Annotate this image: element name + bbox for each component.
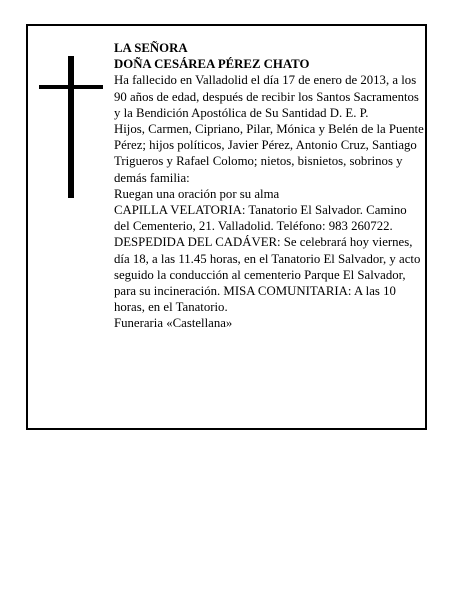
notice-title: LA SEÑORA <box>114 41 188 55</box>
funeral-home: Funeraria «Castellana» <box>114 316 233 331</box>
prayer-request: Ruegan una oración por su alma <box>114 186 280 201</box>
funeral-service-info: DESPEDIDA DEL CADÁVER: Se celebrará hoy viernes, día 18, a las 11.45 horas, en el Tanatorio El Salvador, y acto seguido la conducción al cementerio Parque El Salvador, para su incineración. MISA COMUNITARIA: A las 10 horas, en el Tanatorio. <box>114 235 421 315</box>
cross-vertical-bar <box>68 56 74 198</box>
obituary-notice <box>26 24 427 430</box>
family-list: Hijos, Carmen, Cipriano, Pilar, Mónica y Belén de la Puente Pérez; hijos políticos, Javier Pérez, Antonio Cruz, Santiago Trigueros y Rafael Colomo; nietos, bisnietos, sobrinos y demás familia: <box>114 122 424 185</box>
notice-text <box>114 40 424 332</box>
death-announcement: Ha fallecido en Valladolid el día 17 de enero de 2013, a los 90 años de edad, después de recibir los Santos Sacramentos y la Bendición Apostólica de Su Santidad D. E. P. <box>114 73 419 120</box>
cross-horizontal-bar <box>39 85 103 89</box>
deceased-name: DOÑA CESÁREA PÉREZ CHATO <box>114 57 310 72</box>
wake-chapel-info: CAPILLA VELATORIA: Tanatorio El Salvador. Camino del Cementerio, 21. Valladolid. Teléfono: 983 260722. <box>114 203 407 234</box>
